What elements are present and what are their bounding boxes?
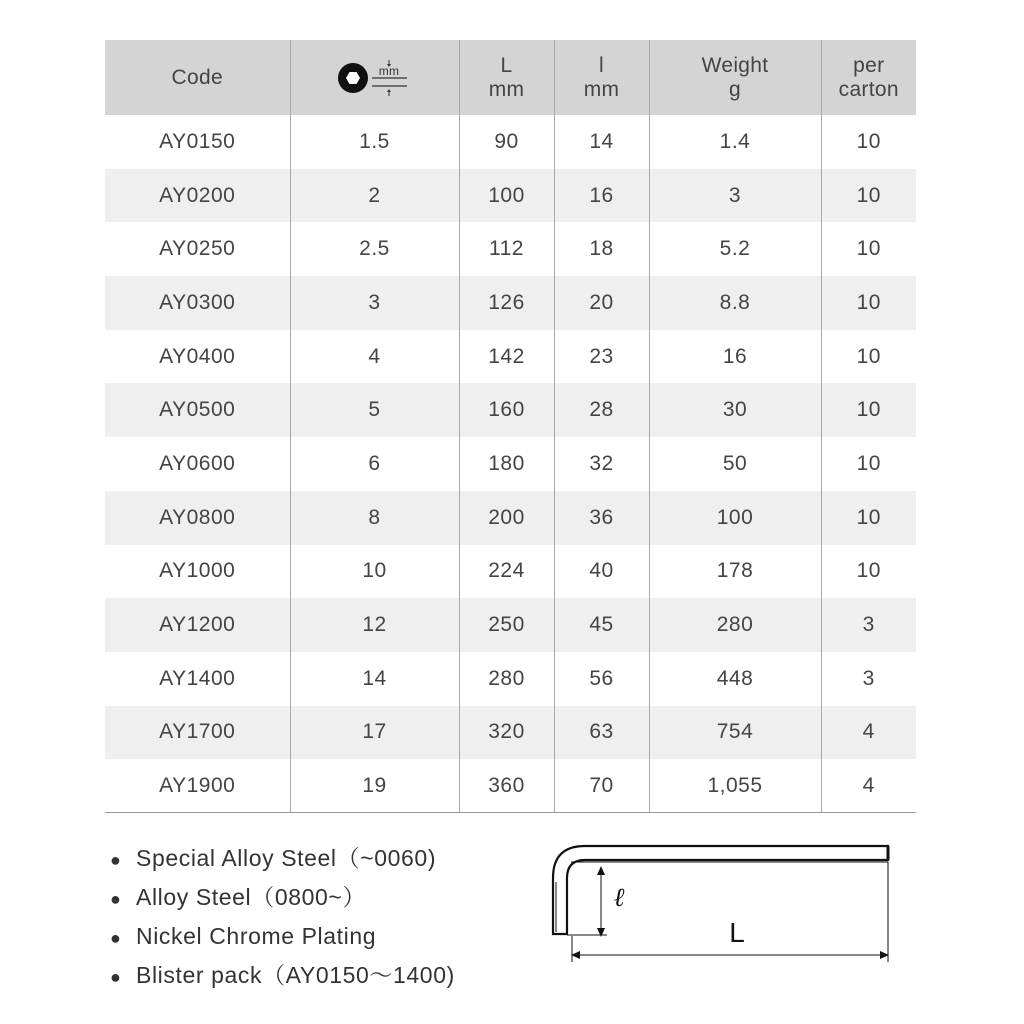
bullet-icon: ● [110, 967, 122, 987]
cell-per-carton: 10 [821, 115, 916, 169]
cell-weight: 754 [649, 706, 821, 760]
cell-length: 142 [459, 330, 554, 384]
cell-weight: 448 [649, 652, 821, 706]
table-row [105, 706, 916, 760]
cell-short-length: 63 [554, 706, 649, 760]
table-row [105, 222, 916, 276]
header-hex-size [290, 40, 459, 115]
cell-code: AY0600 [159, 451, 236, 475]
table-row [105, 598, 916, 652]
table-row [105, 545, 916, 599]
cell-hex-size: 8 [290, 491, 459, 545]
cell-per-carton: 10 [821, 545, 916, 599]
cell-short-length: 45 [554, 598, 649, 652]
table-row [105, 437, 916, 491]
cell-short-length: 20 [554, 276, 649, 330]
hex-size-unit: mm [378, 63, 399, 78]
cell-code: AY1400 [159, 666, 236, 690]
hex-key-diagram [545, 838, 895, 968]
table-row [105, 652, 916, 706]
cell-short-length: 32 [554, 437, 649, 491]
cell-short-length: 14 [554, 115, 649, 169]
cell-per-carton: 4 [821, 759, 916, 813]
cell-hex-size: 1.5 [290, 115, 459, 169]
cell-weight: 3 [649, 169, 821, 223]
header-per-carton: per carton [821, 40, 916, 115]
cell-code: AY1200 [159, 613, 236, 637]
hex-socket-size-icon [335, 58, 415, 98]
cell-code: AY0800 [159, 505, 236, 529]
feature-item: ● Alloy Steel（0800~） [110, 879, 455, 918]
header-code: Code [171, 65, 223, 89]
cell-code: AY1900 [105, 759, 290, 813]
cell-code: AY0500 [159, 398, 236, 422]
cell-length: 100 [459, 169, 554, 223]
cell-length: 180 [459, 437, 554, 491]
cell-hex-size: 4 [290, 330, 459, 384]
table-row [105, 759, 916, 813]
cell-code: AY0250 [159, 237, 236, 261]
cell-hex-size: 14 [290, 652, 459, 706]
cell-short-length: 40 [554, 545, 649, 599]
cell-length: 90 [459, 115, 554, 169]
cell-length: 126 [459, 276, 554, 330]
table-row [105, 383, 916, 437]
bullet-icon: ● [110, 889, 122, 909]
table-row [105, 276, 916, 330]
cell-weight: 5.2 [649, 222, 821, 276]
cell-length: 224 [459, 545, 554, 599]
table-row [105, 491, 916, 545]
hex-key-outline [553, 846, 888, 934]
table-row [105, 330, 916, 384]
cell-length: 200 [459, 491, 554, 545]
table-row [105, 169, 916, 223]
header-short-length: l mm [554, 40, 649, 115]
bullet-icon: ● [110, 850, 122, 870]
feature-list [110, 840, 455, 996]
header-weight: Weight g [649, 40, 821, 115]
cell-hex-size: 2.5 [290, 222, 459, 276]
cell-length: 250 [459, 598, 554, 652]
bullet-icon: ● [110, 928, 122, 948]
cell-short-length: 23 [554, 330, 649, 384]
table-header [105, 40, 916, 115]
cell-code: AY1000 [159, 559, 236, 583]
cell-hex-size: 5 [290, 383, 459, 437]
cell-per-carton: 10 [821, 330, 916, 384]
cell-per-carton: 10 [821, 222, 916, 276]
cell-hex-size: 19 [290, 759, 459, 813]
cell-hex-size: 6 [290, 437, 459, 491]
cell-per-carton: 10 [821, 276, 916, 330]
cell-per-carton: 3 [821, 598, 916, 652]
cell-weight: 50 [649, 437, 821, 491]
header-length: L mm [459, 40, 554, 115]
cell-weight: 178 [649, 545, 821, 599]
cell-hex-size: 10 [290, 545, 459, 599]
cell-code: AY0200 [159, 183, 236, 207]
cell-code: AY0150 [159, 129, 236, 153]
cell-per-carton: 10 [821, 437, 916, 491]
cell-short-length: 56 [554, 652, 649, 706]
long-arm-label: L [729, 917, 745, 948]
cell-short-length: 16 [554, 169, 649, 223]
cell-per-carton: 3 [821, 652, 916, 706]
cell-per-carton: 10 [821, 383, 916, 437]
cell-weight: 100 [649, 491, 821, 545]
cell-length: 280 [459, 652, 554, 706]
cell-code: AY0300 [159, 290, 236, 314]
cell-length: 112 [459, 222, 554, 276]
cell-length: 360 [459, 759, 554, 813]
short-arm-label: ℓ [613, 883, 625, 913]
cell-short-length: 28 [554, 383, 649, 437]
cell-weight: 16 [649, 330, 821, 384]
cell-short-length: 36 [554, 491, 649, 545]
cell-code: AY1700 [159, 720, 236, 744]
cell-short-length: 18 [554, 222, 649, 276]
cell-short-length: 70 [554, 759, 649, 813]
cell-per-carton: 10 [821, 491, 916, 545]
header-row [105, 40, 916, 115]
cell-hex-size: 17 [290, 706, 459, 760]
cell-code: AY0400 [159, 344, 236, 368]
feature-item: ● Blister pack（AY0150～1400) [110, 957, 455, 996]
cell-hex-size: 3 [290, 276, 459, 330]
spec-table [105, 40, 916, 813]
feature-item: ● Nickel Chrome Plating [110, 918, 455, 957]
cell-length: 320 [459, 706, 554, 760]
cell-weight: 30 [649, 383, 821, 437]
table-row [105, 115, 916, 169]
cell-per-carton: 10 [821, 169, 916, 223]
cell-length: 160 [459, 383, 554, 437]
cell-hex-size: 2 [290, 169, 459, 223]
cell-weight: 280 [649, 598, 821, 652]
cell-hex-size: 12 [290, 598, 459, 652]
feature-item: ● Special Alloy Steel（~0060) [110, 840, 455, 879]
cell-per-carton: 4 [821, 706, 916, 760]
table-body [105, 115, 916, 813]
cell-weight: 8.8 [649, 276, 821, 330]
cell-weight: 1,055 [649, 759, 821, 813]
cell-weight: 1.4 [649, 115, 821, 169]
